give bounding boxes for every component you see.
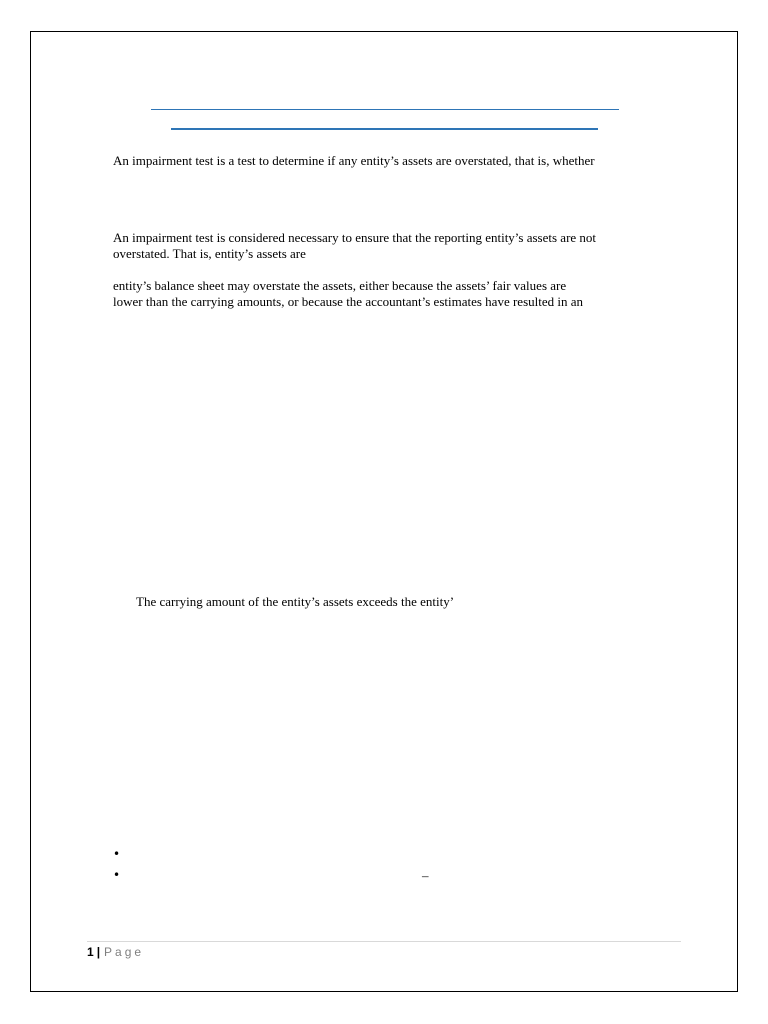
paragraph-line: overstated. That is, entity’s assets are [113,246,306,261]
bullet-point-icon: • [113,847,121,861]
page-label: Page [104,945,145,959]
heading-rule-bottom [171,128,598,130]
dash-mark: – [422,868,429,883]
document-page [30,31,738,992]
footer-rule [87,941,681,942]
page-number: 1 [87,945,94,959]
bullet-point-icon: • [113,868,121,882]
page-footer [87,945,144,959]
paragraph-line: entity’s balance sheet may overstate the assets, either because the assets’ fair values are [113,278,567,293]
footer-separator: | [96,945,101,959]
paragraph-impairment-definition: An impairment test is a test to determine if any entity’s assets are overstated, that is, whether [113,153,595,168]
heading-rule-top [151,109,619,110]
paragraph-impairment-necessity [113,230,596,262]
paragraph-line: lower than the carrying amounts, or because the accountant’s estimates have resulted in an [113,294,583,309]
paragraph-carrying-amount: The carrying amount of the entity’s assets exceeds the entity’ [136,594,455,609]
paragraph-line: An impairment test is considered necessary to ensure that the reporting entity’s assets are not [113,230,597,245]
paragraph-balance-sheet [113,278,583,310]
